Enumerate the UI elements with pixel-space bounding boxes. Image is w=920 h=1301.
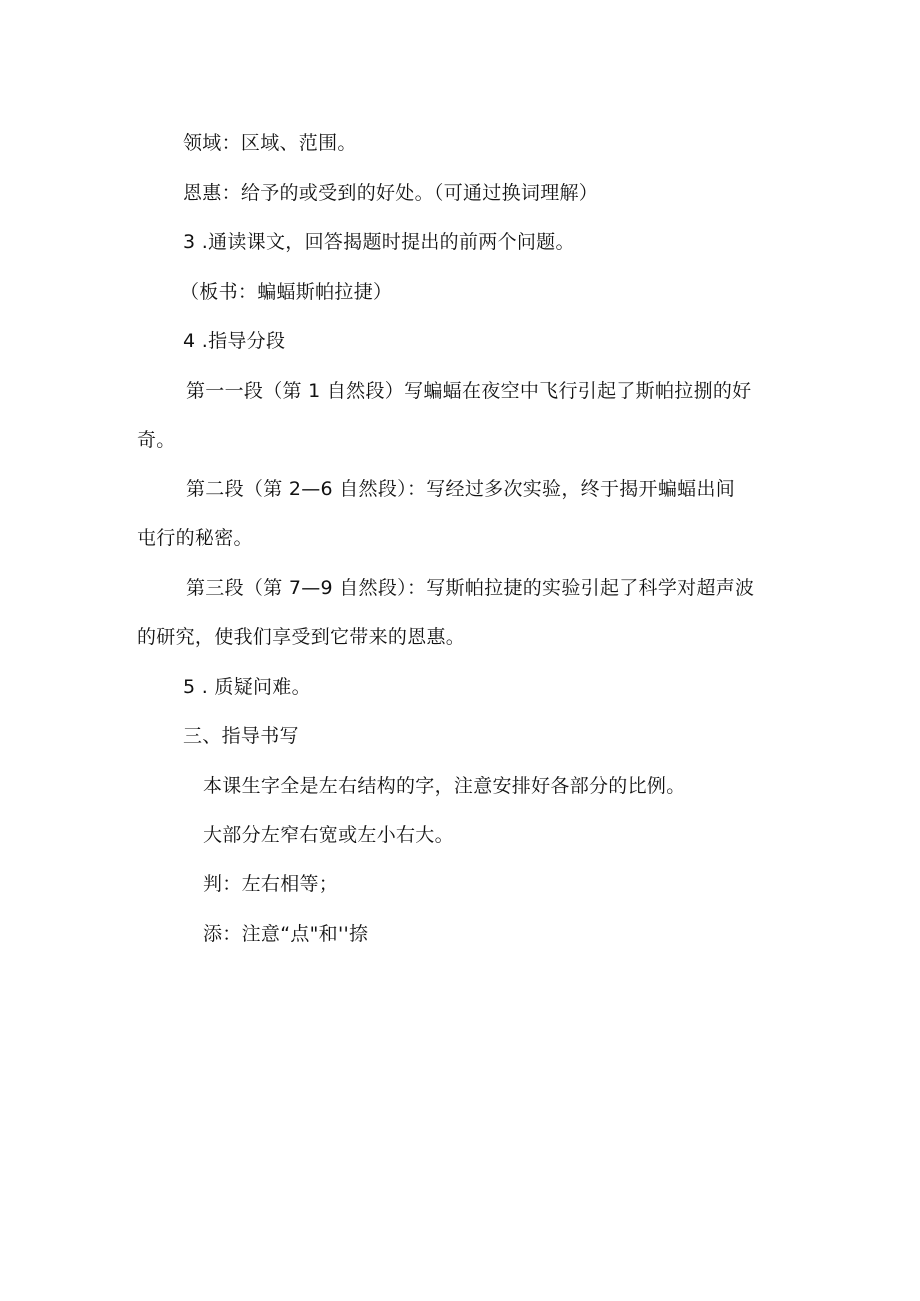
paragraph-1-line-2: 奇。 bbox=[137, 429, 176, 451]
section-3-heading: 三、指导书写 bbox=[183, 725, 299, 747]
paragraph-1-line-1: 第一一段（第 1 自然段）写蝙蝠在夜空中飞行引起了斯帕拉捌的好 bbox=[186, 380, 752, 402]
writing-note-pan: 判：左右相等； bbox=[203, 873, 339, 895]
writing-note-structure: 本课生字全是左右结构的字，注意安排好各部分的比例。 bbox=[203, 775, 686, 797]
step-3-read-text: 3 .通读课文，回答揭题时提出的前两个问题。 bbox=[183, 231, 575, 253]
definition-enhui: 恩惠：给予的或受到的好处。（可通过换词理解） bbox=[183, 182, 599, 204]
step-5-questions: 5 . 质疑问难。 bbox=[183, 676, 311, 698]
paragraph-2-line-2: 屯行的秘密。 bbox=[137, 527, 253, 549]
board-note: （板书：蝙蝠斯帕拉捷） bbox=[180, 281, 393, 303]
paragraph-3-line-1: 第三段（第 7—9 自然段）：写斯帕拉捷的实验引起了科学对超声波 bbox=[186, 577, 755, 599]
step-4-paragraphs: 4 .指导分段 bbox=[183, 330, 286, 352]
paragraph-2-line-1: 第二段（第 2—6 自然段）：写经过多次实验，终于揭开蝙蝠出间 bbox=[186, 478, 736, 500]
paragraph-3-line-2: 的研究，使我们享受到它带来的恩惠。 bbox=[137, 626, 466, 648]
writing-note-tian: 添：注意“点"和''捺 bbox=[203, 923, 369, 945]
definition-lingyu: 领域：区域、范围。 bbox=[183, 132, 357, 154]
writing-note-proportion: 大部分左窄右宽或左小右大。 bbox=[203, 824, 454, 846]
